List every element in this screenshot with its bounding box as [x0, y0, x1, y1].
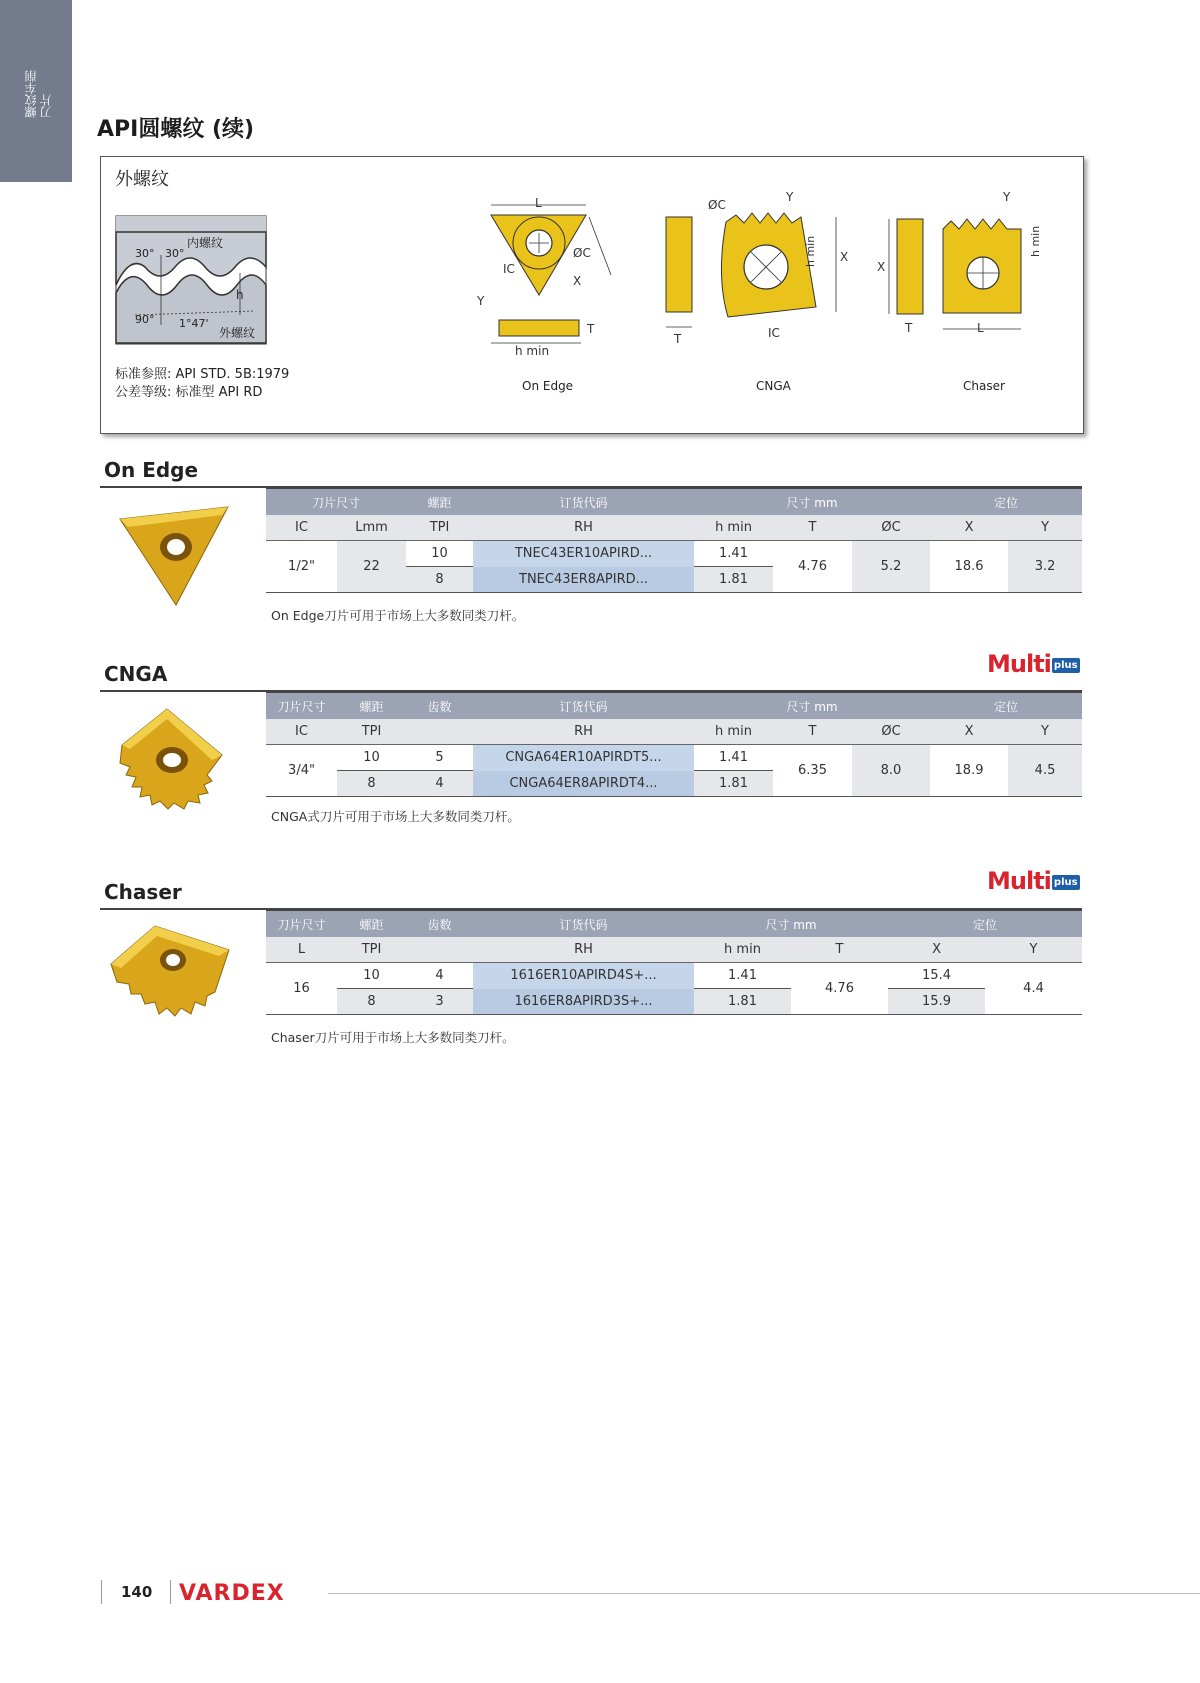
chaser-y-value: 4.4 — [985, 963, 1082, 1015]
cnga-hdr-y: Y — [1008, 719, 1082, 745]
profile-angle-30-right: 30° — [165, 247, 185, 260]
cnga-y-value: 4.5 — [1008, 745, 1082, 797]
chaser-hdr-l: L — [266, 937, 337, 963]
chaser-insert-image — [105, 922, 235, 1017]
cnga-hdr-t: T — [773, 719, 852, 745]
cnga-t-value: 6.35 — [773, 745, 852, 797]
chaser-hdr-y: Y — [985, 937, 1082, 963]
chaser-t-value: 4.76 — [791, 963, 888, 1015]
cnga-tpi-2: 8 — [337, 771, 406, 797]
chaser-x-2: 15.9 — [888, 989, 985, 1015]
on-edge-group-size: 刀片尺寸 — [266, 489, 406, 516]
cnga-teeth-2: 4 — [406, 771, 473, 797]
cnga-hdr-oc: ØC — [852, 719, 930, 745]
on-edge-hmin-1: 1.41 — [719, 546, 748, 561]
table-row — [266, 963, 1082, 989]
standard-reference: 标准参照: API STD. 5B:1979 — [115, 367, 290, 382]
chaser-plus-text: plus — [1053, 876, 1078, 888]
chaser-hdr-x: X — [888, 937, 985, 963]
table-row — [266, 541, 1082, 567]
chaser-hdr-rh: RH — [473, 937, 694, 963]
chaser-hmin-2: 1.81 — [694, 989, 791, 1015]
page-number: 140 — [121, 1583, 153, 1601]
profile-external-label: 外螺纹 — [219, 326, 256, 340]
thread-profile-diagram — [115, 215, 267, 345]
chaser-tpi-2: 8 — [337, 989, 406, 1015]
on-edge-section-title: On Edge — [104, 458, 199, 482]
on-edge-x-label: X — [573, 274, 582, 288]
cnga-table — [266, 692, 1082, 797]
on-edge-group-dims: 尺寸 mm — [694, 489, 930, 516]
table-row — [266, 989, 1082, 1015]
cnga-section-title: CNGA — [104, 662, 168, 686]
chaser-hdr-t: T — [791, 937, 888, 963]
on-edge-hdr-hmin: h min — [694, 515, 773, 541]
cnga-tpi-1: 10 — [363, 750, 380, 765]
footer-divider-right — [170, 1580, 171, 1604]
on-edge-ic-label: IC — [503, 262, 515, 276]
cnga-rh-2[interactable]: CNGA64ER8APIRDT4... — [473, 771, 694, 797]
cnga-rh-1[interactable]: CNGA64ER10APIRDT5... — [473, 745, 694, 771]
on-edge-insert-image — [118, 505, 233, 605]
cnga-group-size: 刀片尺寸 — [266, 693, 337, 720]
on-edge-hmin-label: h min — [515, 344, 550, 358]
cnga-hmin-1: 1.41 — [719, 750, 748, 765]
on-edge-oc-label: ØC — [573, 246, 591, 260]
cnga-multi-plus-logo — [987, 650, 1080, 678]
cnga-hmin-2: 1.81 — [694, 771, 773, 797]
cnga-hdr-ic: IC — [266, 719, 337, 745]
tolerance-class: 公差等级: 标准型 API RD — [115, 385, 263, 400]
cnga-hdr-tpi: TPI — [337, 719, 406, 745]
chaser-hdr-hmin: h min — [694, 937, 791, 963]
cnga-plus-text: plus — [1053, 659, 1078, 671]
vardex-logo: VARDEX — [179, 1581, 285, 1606]
on-edge-oc-value: 5.2 — [852, 541, 930, 593]
on-edge-hmin-2: 1.81 — [694, 567, 773, 593]
on-edge-table — [266, 488, 1082, 593]
chaser-y-label: Y — [1003, 190, 1011, 204]
on-edge-l-label: L — [535, 196, 542, 210]
on-edge-hdr-t: T — [773, 515, 852, 541]
on-edge-hdr-rh: RH — [473, 515, 694, 541]
on-edge-hdr-tpi: TPI — [406, 515, 473, 541]
chaser-hmin-1: 1.41 — [728, 968, 757, 983]
chaser-rh-2[interactable]: 1616ER8APIRD3S+... — [473, 989, 694, 1015]
cnga-hdr-teeth — [406, 719, 473, 745]
chaser-rh-1[interactable]: 1616ER10APIRD4S+... — [473, 963, 694, 989]
cnga-hmin-label: h min — [804, 235, 817, 267]
on-edge-tpi-2: 8 — [406, 567, 473, 593]
thread-diagram-panel — [100, 156, 1084, 434]
cnga-y-label: Y — [786, 190, 794, 204]
cnga-oc-label: ØC — [708, 198, 726, 212]
cnga-insert-image — [112, 705, 232, 810]
chaser-diagram — [871, 187, 1061, 347]
cnga-hdr-hmin: h min — [694, 719, 773, 745]
on-edge-rh-2[interactable]: TNEC43ER8APIRD... — [473, 567, 694, 593]
chaser-group-pitch: 螺距 — [337, 911, 406, 938]
cnga-group-dims: 尺寸 mm — [694, 693, 930, 720]
on-edge-caption: On Edge — [522, 379, 574, 393]
side-category-tab — [0, 0, 72, 182]
cnga-note: CNGA式刀片可用于市场上大多数同类刀杆。 — [271, 809, 520, 824]
chaser-group-dims: 尺寸 mm — [694, 911, 888, 938]
cnga-ic-label: IC — [768, 326, 780, 340]
cnga-t-label: T — [674, 332, 682, 346]
chaser-hmin-label: h min — [1029, 225, 1042, 257]
cnga-group-pos: 定位 — [930, 693, 1082, 720]
cnga-diagram — [656, 187, 849, 347]
cnga-group-pitch: 螺距 — [337, 693, 406, 720]
cnga-oc-value: 8.0 — [852, 745, 930, 797]
chaser-group-teeth: 齿数 — [406, 911, 473, 938]
on-edge-rh-1[interactable]: TNEC43ER10APIRD... — [473, 541, 694, 567]
chaser-multi-plus-logo — [987, 867, 1080, 895]
side-tab-text — [24, 70, 54, 118]
chaser-group-code: 订货代码 — [473, 911, 694, 938]
footer-divider-left — [101, 1580, 102, 1604]
chaser-hdr-tpi: TPI — [337, 937, 406, 963]
cnga-multi-text: Multi — [987, 650, 1051, 678]
profile-angle-147: 1°47' — [179, 317, 209, 330]
on-edge-t-label: T — [587, 322, 595, 336]
cnga-group-teeth: 齿数 — [406, 693, 473, 720]
on-edge-x-value: 18.6 — [930, 541, 1008, 593]
on-edge-l-value: 22 — [337, 541, 406, 593]
on-edge-y-label: Y — [477, 294, 485, 308]
page-title: API圆螺纹 (续) — [97, 117, 255, 142]
cnga-hdr-x: X — [930, 719, 1008, 745]
profile-angle-30-left: 30° — [135, 247, 155, 260]
chaser-l-label: L — [977, 321, 984, 335]
on-edge-y-value: 3.2 — [1008, 541, 1082, 593]
on-edge-tpi-1: 10 — [431, 546, 448, 561]
on-edge-diagram — [471, 195, 631, 358]
side-tab-line1: 螺纹车削 — [24, 70, 38, 118]
cnga-group-code: 订货代码 — [473, 693, 694, 720]
chaser-t-label: T — [905, 321, 913, 335]
cnga-x-value: 18.9 — [930, 745, 1008, 797]
side-tab-line2: 刀片 — [39, 94, 53, 118]
on-edge-ic-value: 1/2" — [266, 541, 337, 593]
chaser-note: Chaser刀片可用于市场上大多数同类刀杆。 — [271, 1030, 515, 1045]
on-edge-hdr-oc: ØC — [852, 515, 930, 541]
on-edge-group-code: 订货代码 — [473, 489, 694, 516]
chaser-l-value: 16 — [266, 963, 337, 1015]
chaser-hdr-teeth — [406, 937, 473, 963]
on-edge-group-pos: 定位 — [930, 489, 1082, 516]
profile-h-label: h — [236, 288, 244, 302]
chaser-x-label: X — [877, 260, 886, 274]
chaser-table — [266, 910, 1082, 1015]
chaser-caption: Chaser — [963, 379, 1005, 393]
chaser-group-pos: 定位 — [888, 911, 1082, 938]
chaser-group-size: 刀片尺寸 — [266, 911, 337, 938]
on-edge-t-value: 4.76 — [773, 541, 852, 593]
cnga-teeth-1: 5 — [435, 750, 444, 765]
on-edge-hdr-y: Y — [1008, 515, 1082, 541]
panel-title: 外螺纹 — [115, 169, 169, 190]
cnga-x-label: X — [840, 250, 849, 264]
chaser-multi-text: Multi — [987, 867, 1051, 895]
table-row — [266, 745, 1082, 771]
on-edge-hdr-x: X — [930, 515, 1008, 541]
chaser-teeth-1: 4 — [435, 968, 444, 983]
on-edge-group-pitch: 螺距 — [406, 489, 473, 516]
chaser-x-1: 15.4 — [922, 968, 951, 983]
profile-angle-90: 90° — [135, 313, 155, 326]
on-edge-note: On Edge刀片可用于市场上大多数同类刀杆。 — [271, 608, 525, 623]
chaser-section-title: Chaser — [104, 880, 182, 904]
cnga-caption: CNGA — [756, 379, 791, 393]
on-edge-hdr-l: Lmm — [337, 515, 406, 541]
chaser-tpi-1: 10 — [363, 968, 380, 983]
cnga-hdr-rh: RH — [473, 719, 694, 745]
chaser-teeth-2: 3 — [406, 989, 473, 1015]
profile-internal-label: 内螺纹 — [187, 236, 224, 250]
on-edge-hdr-ic: IC — [266, 515, 337, 541]
footer-rule — [328, 1593, 1200, 1594]
cnga-ic-value: 3/4" — [266, 745, 337, 797]
